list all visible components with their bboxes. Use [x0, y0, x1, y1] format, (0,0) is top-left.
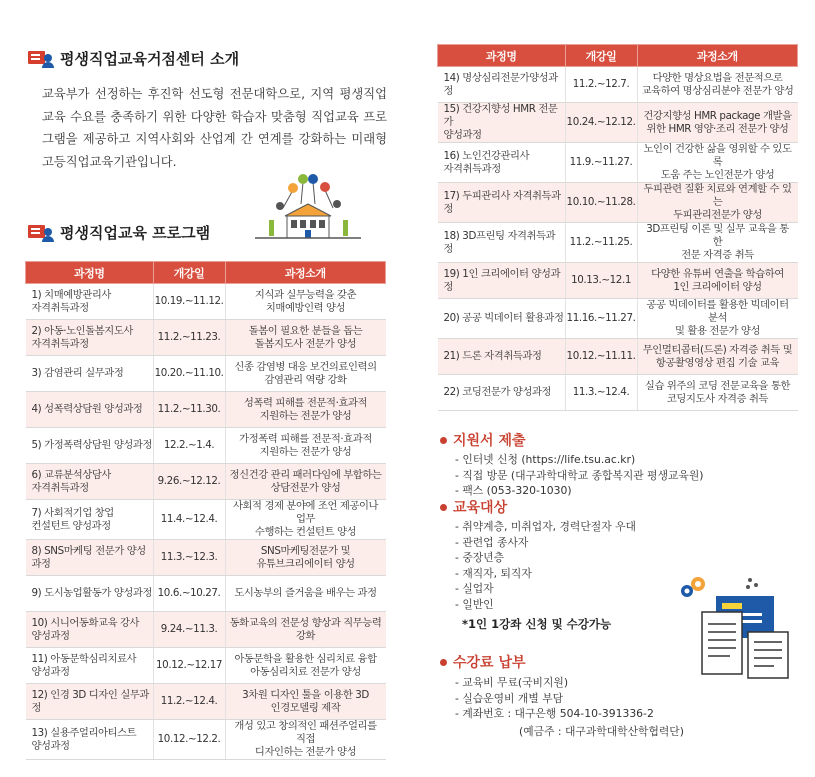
- course-start-date: 11.2.~11.30.: [153, 392, 225, 428]
- course-description: 지식과 실무능력을 갖춘 치매예방인력 양성: [225, 284, 385, 320]
- fee-item: - 계좌번호 : 대구은행 504-10-391336-2: [455, 707, 654, 720]
- target-list: [455, 519, 636, 612]
- course-row: [26, 500, 386, 540]
- course-description: 실습 위주의 코딩 전문교육을 통한 코딩지도사 자격증 취득: [637, 375, 797, 411]
- center-intro-text: 교육부가 선정하는 후진학 선도형 전문대학으로, 지역 평생직업교육 수요를 충족하기 위한 다양한 학습자 맞춤형 직업교육 프로그램을 제공하고 지역사회와 산업계 간 연계를 강화하는 미래형 고등직업교육기관입니다.: [42, 87, 387, 169]
- course-name: 4) 성폭력상담원 양성과정: [26, 392, 154, 428]
- lecture-board-icon: [28, 224, 52, 242]
- course-description: 성폭력 피해를 전문적·효과적 지원하는 전문가 양성: [225, 392, 385, 428]
- course-row: [26, 684, 386, 720]
- header-start-date: 개강일: [153, 262, 225, 284]
- course-name: 16) 노인건강관리사 자격취득과정: [438, 143, 566, 183]
- course-name: 15) 건강지향성 HMR 전문가 양성과정: [438, 103, 566, 143]
- course-start-date: 11.2.~12.4.: [153, 684, 225, 720]
- course-description: 공공 빅데이터를 활용한 빅데이터 분석 및 활용 전문가 양성: [637, 299, 797, 339]
- course-name: 9) 도시농업활동가 양성과정: [26, 576, 154, 612]
- program-table-left: [25, 261, 386, 760]
- course-name: 13) 실용주얼리아티스트 양성과정: [26, 720, 154, 760]
- program-title-text: 평생직업교육 프로그램: [60, 224, 211, 242]
- course-name: 8) SNS마케팅 전문가 양성과정: [26, 540, 154, 576]
- course-description: 정신건강 관리 패러다임에 부합하는 상담전문가 양성: [225, 464, 385, 500]
- course-name: 21) 드론 자격취득과정: [438, 339, 566, 375]
- course-row: [26, 356, 386, 392]
- course-start-date: 11.2.~11.25.: [565, 223, 637, 263]
- course-description: 다양한 명상요법을 전문적으로 교육하여 명상심리분야 전문가 양성: [637, 67, 797, 103]
- course-row: [26, 320, 386, 356]
- course-row: [438, 67, 798, 103]
- course-start-date: 10.19.~11.12.: [153, 284, 225, 320]
- course-description: 사회적 경제 분야에 조언 제공이나 업무 수행하는 컨설턴트 양성: [225, 500, 385, 540]
- application-list: [455, 452, 704, 499]
- course-description: 3차원 디자인 툴을 이용한 3D 인경모델링 제작: [225, 684, 385, 720]
- course-row: [438, 263, 798, 299]
- course-row: [438, 183, 798, 223]
- course-description: 도시농부의 즐거움을 배우는 과정: [225, 576, 385, 612]
- course-name: 10) 시니어동화교육 강사 양성과정: [26, 612, 154, 648]
- course-name: 5) 가정폭력상담원 양성과정: [26, 428, 154, 464]
- course-row: [438, 299, 798, 339]
- course-start-date: 10.24.~12.12.: [565, 103, 637, 143]
- course-start-date: 11.2.~12.7.: [565, 67, 637, 103]
- course-description: 3D프린팅 이론 및 실무 교육을 통한 전문 자격증 취득: [637, 223, 797, 263]
- course-name: 3) 감염관리 실무과정: [26, 356, 154, 392]
- course-start-date: 11.9.~11.27.: [565, 143, 637, 183]
- header-course-name: 과정명: [438, 45, 566, 67]
- fee-title-text: 수강료 납부: [453, 655, 526, 671]
- course-start-date: 9.26.~12.12.: [153, 464, 225, 500]
- program-section-title: [28, 222, 210, 243]
- course-row: [26, 392, 386, 428]
- target-item: - 취약계층, 미취업자, 경력단절자 우대: [455, 520, 636, 533]
- application-item: - 직접 방문 (대구과학대학교 종합복지관 평생교육원): [455, 468, 704, 482]
- course-row: [26, 428, 386, 464]
- center-section-title: [28, 48, 239, 69]
- target-item: - 일반인: [455, 597, 494, 611]
- course-description: 동화교육의 전문성 향상과 직무능력강화: [225, 612, 385, 648]
- course-start-date: 10.12.~12.17: [153, 648, 225, 684]
- course-name: 18) 3D프린팅 자격취득과정: [438, 223, 566, 263]
- course-row: [438, 223, 798, 263]
- account-holder: (예금주 : 대구과학대학산학협력단): [519, 725, 684, 738]
- course-row: [26, 284, 386, 320]
- course-row: [438, 143, 798, 183]
- course-row: [26, 464, 386, 500]
- bullet-dot-icon: [440, 504, 447, 511]
- course-row: [438, 375, 798, 411]
- target-title-text: 교육대상: [453, 500, 508, 516]
- course-row: [26, 648, 386, 684]
- enrollment-note: *1인 1강좌 신청 및 수강가능: [462, 617, 612, 631]
- target-title: [440, 497, 507, 517]
- course-start-date: 11.3.~12.4.: [565, 375, 637, 411]
- course-row: [26, 720, 386, 760]
- campus-building-icon: [253, 168, 363, 243]
- course-description: 건강지향성 HMR package 개발을 위한 HMR 영양·조리 전문가 양성: [637, 103, 797, 143]
- course-start-date: 10.13.~12.1: [565, 263, 637, 299]
- lecture-board-icon: [28, 50, 52, 68]
- course-start-date: 11.3.~12.3.: [153, 540, 225, 576]
- application-title: [440, 430, 526, 450]
- target-item: - 관련업 종사자: [455, 535, 529, 549]
- course-description: 무인멀티콥터(드론) 자격증 취득 및 항공촬영영상 편집 기술 교육: [637, 339, 797, 375]
- course-description: 가정폭력 피해를 전문적·효과적 지원하는 전문가 양성: [225, 428, 385, 464]
- course-row: [438, 339, 798, 375]
- course-description: 돌봄이 필요한 분들을 돕는 돌봄지도사 전문가 양성: [225, 320, 385, 356]
- course-name: 1) 치매예방관리사 자격취득과정: [26, 284, 154, 320]
- header-course-desc: 과정소개: [637, 45, 797, 67]
- course-description: 다양한 유튜버 연출을 학습하여 1인 크리에이터 양성: [637, 263, 797, 299]
- course-start-date: 11.2.~11.23.: [153, 320, 225, 356]
- course-name: 11) 아동문학심리치료사 양성과정: [26, 648, 154, 684]
- course-start-date: 9.24.~11.3.: [153, 612, 225, 648]
- course-start-date: 11.4.~12.4.: [153, 500, 225, 540]
- program-table-right: [437, 44, 798, 411]
- course-description: SNS마케팅전문가 및 유튜브크리에이터 양성: [225, 540, 385, 576]
- course-row: [26, 540, 386, 576]
- header-course-desc: 과정소개: [225, 262, 385, 284]
- fee-item: - 실습운영비 개별 부담: [455, 691, 564, 705]
- course-row: [26, 576, 386, 612]
- header-course-name: 과정명: [26, 262, 154, 284]
- bullet-dot-icon: [440, 659, 447, 666]
- course-start-date: 11.16.~11.27.: [565, 299, 637, 339]
- target-item: - 중장년층: [455, 551, 505, 564]
- fee-item: - 교육비 무료(국비지원): [455, 676, 569, 689]
- course-name: 7) 사회적기업 창업 컨설턴트 양성과정: [26, 500, 154, 540]
- course-name: 22) 코딩전문가 양성과정: [438, 375, 566, 411]
- document-gears-icon: [650, 570, 810, 690]
- course-description: 아동문학을 활용한 심리치료 융합 아동심리치료 전문가 양성: [225, 648, 385, 684]
- fee-title: [440, 652, 526, 672]
- course-description: 두피관련 질환 치료와 연계할 수 있는 두피관리전문가 양성: [637, 183, 797, 223]
- application-item: - 팩스 (053-320-1030): [455, 484, 572, 497]
- course-name: 14) 명상심리전문가양성과정: [438, 67, 566, 103]
- course-name: 12) 인경 3D 디자인 실무과정: [26, 684, 154, 720]
- course-start-date: 10.20.~11.10.: [153, 356, 225, 392]
- fee-list: [455, 675, 654, 722]
- course-name: 17) 두피관리사 자격취득과정: [438, 183, 566, 223]
- course-row: [438, 103, 798, 143]
- course-start-date: 10.10.~11.28.: [565, 183, 637, 223]
- application-title-text: 지원서 제출: [453, 433, 526, 449]
- course-description: 개성 있고 창의적인 패션주얼리를 직접 디자인하는 전문가 양성: [225, 720, 385, 760]
- target-item: - 재직자, 퇴직자: [455, 566, 532, 580]
- course-name: 19) 1인 크리에이터 양성과정: [438, 263, 566, 299]
- bullet-dot-icon: [440, 437, 447, 444]
- target-item: - 실업자: [455, 582, 494, 595]
- center-title-text: 평생직업교육거점센터 소개: [60, 50, 240, 68]
- course-name: 20) 공공 빅데이터 활용과정: [438, 299, 566, 339]
- course-row: [26, 612, 386, 648]
- course-name: 2) 아동·노인돌봄지도사 자격취득과정: [26, 320, 154, 356]
- course-description: 노인이 건강한 삶을 영위할 수 있도록 도움 주는 노인전문가 양성: [637, 143, 797, 183]
- application-item: - 인터넷 신청 (https://life.tsu.ac.kr): [455, 453, 636, 466]
- course-start-date: 12.2.~1.4.: [153, 428, 225, 464]
- course-description: 신종 감염병 대응 보건의료인력의 감염관리 역량 강화: [225, 356, 385, 392]
- course-start-date: 10.12.~12.2.: [153, 720, 225, 760]
- course-name: 6) 교류분석상담사 자격취득과정: [26, 464, 154, 500]
- course-start-date: 10.6.~10.27.: [153, 576, 225, 612]
- header-start-date: 개강일: [565, 45, 637, 67]
- course-start-date: 10.12.~11.11.: [565, 339, 637, 375]
